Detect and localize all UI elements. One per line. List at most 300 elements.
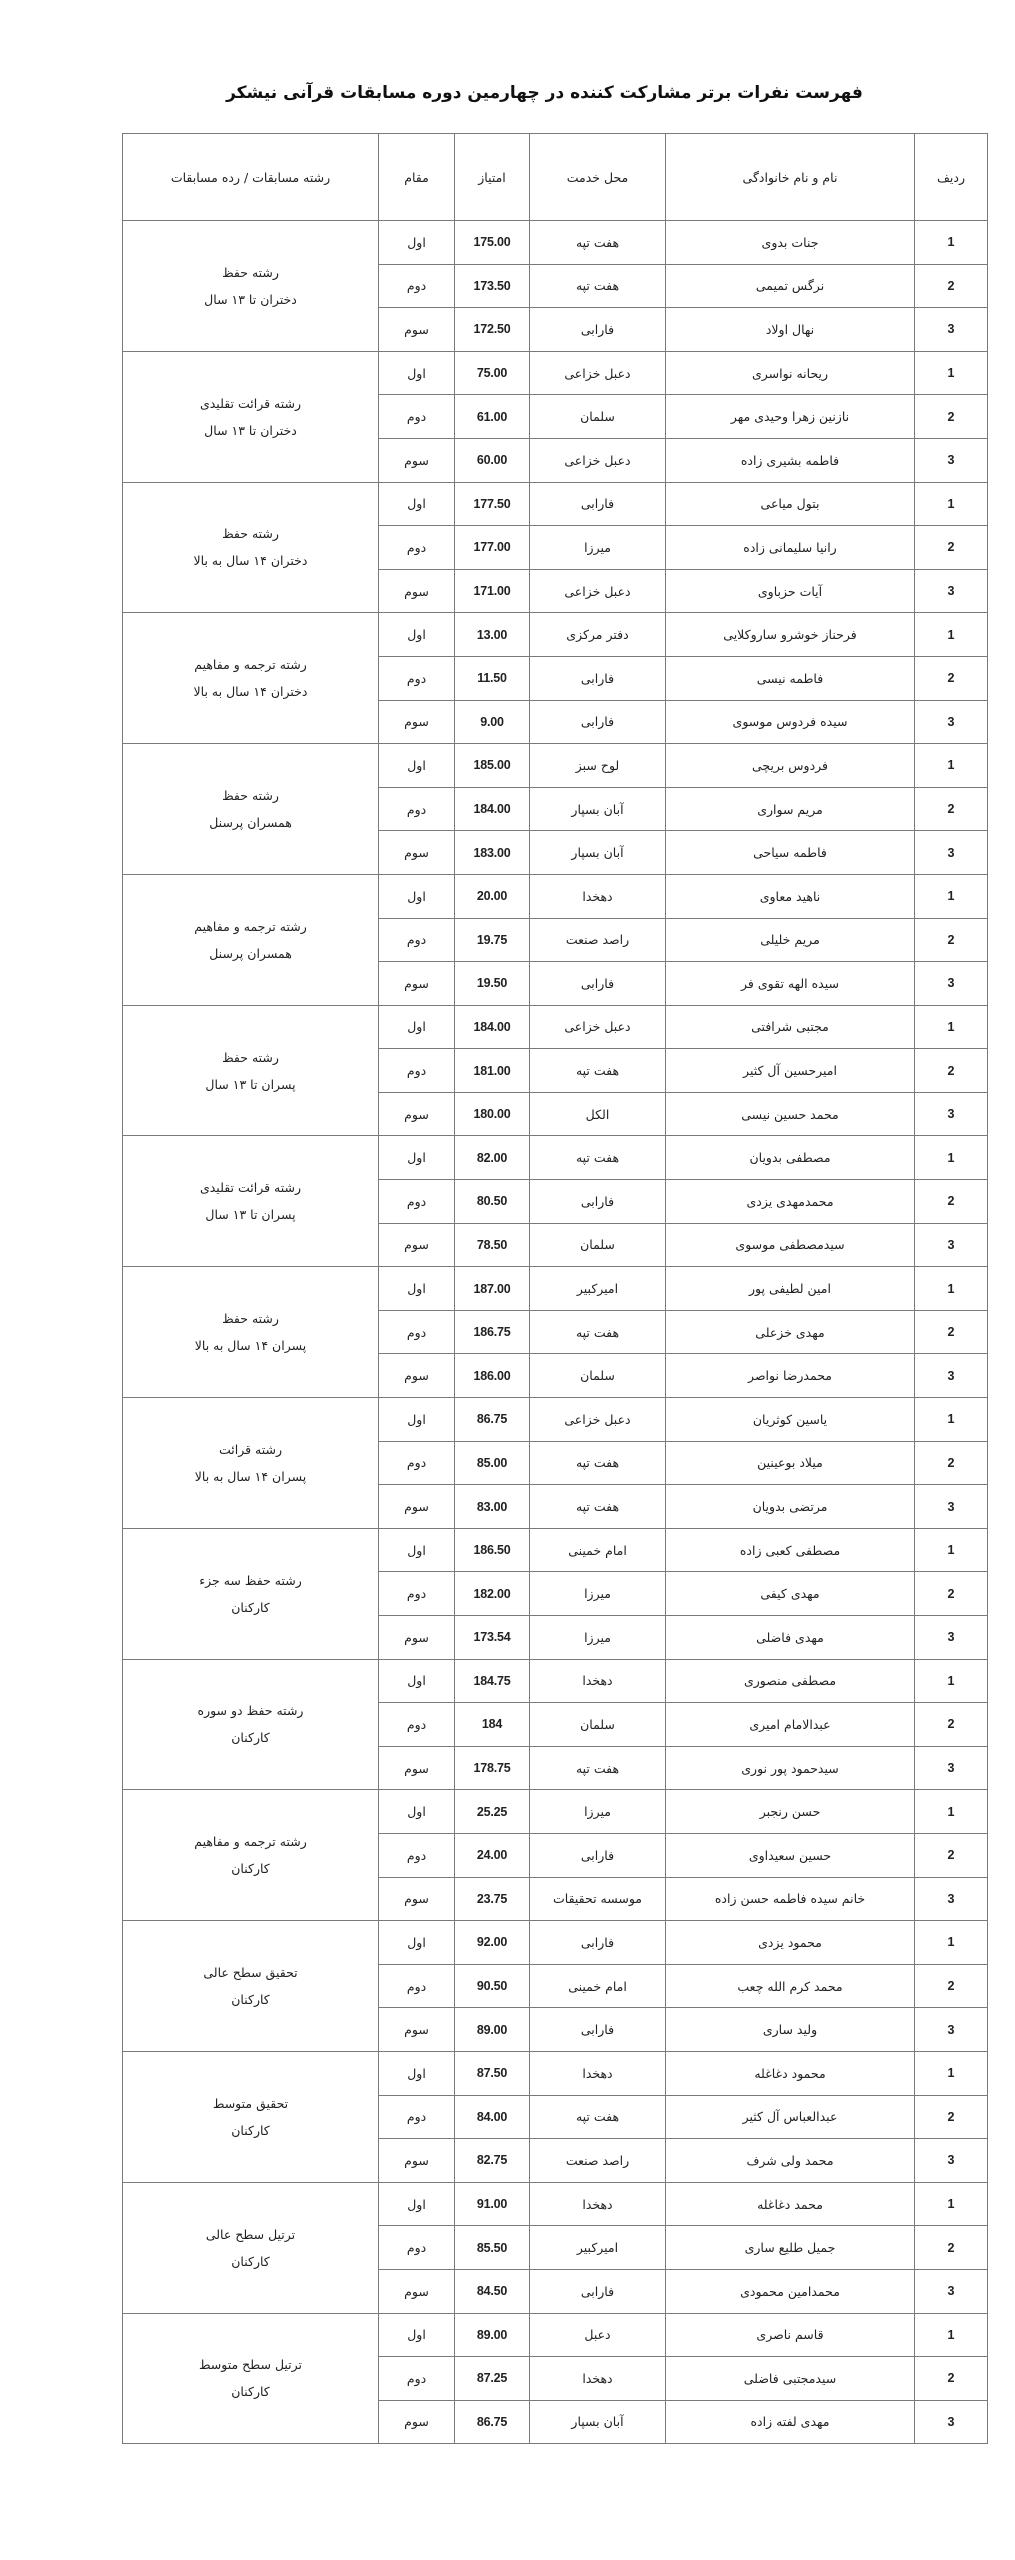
category-cell	[123, 1790, 379, 1921]
place-cell: میرزا	[530, 1790, 666, 1834]
place-cell: هفت تپه	[530, 264, 666, 308]
rank-cell: اول	[379, 1267, 455, 1311]
category-discipline: رشته ترجمه و مفاهیم	[194, 918, 307, 934]
place-cell: فارابی	[530, 2008, 666, 2052]
name-cell: نهال اولاد	[666, 308, 915, 352]
category-level: دختران تا ۱۳ سال	[204, 291, 297, 307]
rank-cell: اول	[379, 1136, 455, 1180]
score-cell: 89.00	[455, 2313, 530, 2357]
name-cell: فاطمه بشیری زاده	[666, 438, 915, 482]
rank-cell: اول	[379, 2182, 455, 2226]
row-number-cell: 3	[915, 569, 988, 613]
rank-cell: اول	[379, 2051, 455, 2095]
row-number-cell: 1	[915, 1659, 988, 1703]
row-number-cell: 2	[915, 264, 988, 308]
table-row	[123, 874, 988, 918]
category-discipline: ترتیل سطح عالی	[205, 2226, 296, 2242]
rank-cell: سوم	[379, 962, 455, 1006]
rank-cell: سوم	[379, 438, 455, 482]
row-number-cell: 1	[915, 1398, 988, 1442]
category-discipline: رشته قرائت	[218, 1441, 283, 1457]
row-number-cell: 2	[915, 1180, 988, 1224]
table-row	[123, 1790, 988, 1834]
table-row	[123, 1398, 988, 1442]
rank-cell: سوم	[379, 2139, 455, 2183]
place-cell: الکل	[530, 1092, 666, 1136]
name-cell: محمدامین محمودی	[666, 2269, 915, 2313]
score-cell: 84.00	[455, 2095, 530, 2139]
score-cell: 82.00	[455, 1136, 530, 1180]
name-cell: مرتضی بدویان	[666, 1485, 915, 1529]
score-cell: 19.50	[455, 962, 530, 1006]
score-cell: 13.00	[455, 613, 530, 657]
category-discipline: ترتیل سطح متوسط	[198, 2357, 303, 2373]
name-cell: محمدرضا نواصر	[666, 1354, 915, 1398]
category-discipline: رشته حفظ	[222, 264, 279, 280]
place-cell: آبان بسپار	[530, 787, 666, 831]
category-discipline: رشته قرائت تقلیدی	[199, 395, 302, 411]
category-level: دختران تا ۱۳ سال	[204, 422, 297, 438]
place-cell: فارابی	[530, 656, 666, 700]
row-number-cell: 3	[915, 1354, 988, 1398]
category-level: پسران ۱۴ سال به بالا	[194, 1338, 307, 1354]
name-cell: ولید ساری	[666, 2008, 915, 2052]
category-level: کارکنان	[231, 2122, 270, 2138]
row-number-cell: 1	[915, 874, 988, 918]
score-cell: 184.75	[455, 1659, 530, 1703]
table-row	[123, 1659, 988, 1703]
category-discipline: رشته ترجمه و مفاهیم	[194, 1834, 307, 1850]
score-cell: 172.50	[455, 308, 530, 352]
place-cell: راصد صنعت	[530, 2139, 666, 2183]
category-level: همسران پرسنل	[209, 815, 292, 831]
place-cell: دعبل خزاعی	[530, 351, 666, 395]
category-cell	[123, 221, 379, 352]
row-number-cell: 1	[915, 1136, 988, 1180]
table-row	[123, 1921, 988, 1965]
category-level: کارکنان	[231, 1599, 270, 1615]
rank-cell: اول	[379, 351, 455, 395]
category-cell	[123, 744, 379, 875]
score-cell: 186.00	[455, 1354, 530, 1398]
rank-cell: اول	[379, 1659, 455, 1703]
row-number-cell: 3	[915, 2400, 988, 2444]
row-number-cell: 3	[915, 438, 988, 482]
place-cell: لوح سبز	[530, 744, 666, 788]
score-cell: 184.00	[455, 787, 530, 831]
score-cell: 75.00	[455, 351, 530, 395]
rank-cell: دوم	[379, 2226, 455, 2270]
score-cell: 61.00	[455, 395, 530, 439]
name-cell: مصطفی کعبی زاده	[666, 1528, 915, 1572]
name-cell: قاسم ناصری	[666, 2313, 915, 2357]
name-cell: محمدمهدی یزدی	[666, 1180, 915, 1224]
score-cell: 11.50	[455, 656, 530, 700]
rank-cell: دوم	[379, 395, 455, 439]
row-number-cell: 2	[915, 395, 988, 439]
header-row	[123, 134, 988, 221]
row-number-cell: 1	[915, 2182, 988, 2226]
name-cell: فاطمه نیسی	[666, 656, 915, 700]
rank-cell: دوم	[379, 787, 455, 831]
category-discipline: رشته حفظ	[222, 1049, 279, 1065]
name-cell: مریم سواری	[666, 787, 915, 831]
place-cell: هفت تپه	[530, 1049, 666, 1093]
place-cell: راصد صنعت	[530, 918, 666, 962]
name-cell: جمیل طلیع ساری	[666, 2226, 915, 2270]
place-cell: دهخدا	[530, 1659, 666, 1703]
category-cell	[123, 482, 379, 613]
score-cell: 186.75	[455, 1310, 530, 1354]
category-level: کارکنان	[231, 2384, 270, 2400]
score-cell: 173.50	[455, 264, 530, 308]
place-cell: امیرکبیر	[530, 1267, 666, 1311]
name-cell: مهدی فاضلی	[666, 1616, 915, 1660]
rank-cell: سوم	[379, 2269, 455, 2313]
name-cell: خانم سیده فاطمه حسن زاده	[666, 1877, 915, 1921]
rank-cell: اول	[379, 1398, 455, 1442]
rank-cell: اول	[379, 1528, 455, 1572]
name-cell: عبدالعباس آل کثیر	[666, 2095, 915, 2139]
row-number-cell: 2	[915, 526, 988, 570]
score-cell: 25.25	[455, 1790, 530, 1834]
category-cell	[123, 1267, 379, 1398]
row-number-cell: 1	[915, 351, 988, 395]
category-cell	[123, 2182, 379, 2313]
name-cell: محمد حسین نیسی	[666, 1092, 915, 1136]
place-cell: سلمان	[530, 1223, 666, 1267]
rank-cell: سوم	[379, 1092, 455, 1136]
row-number-cell: 2	[915, 1310, 988, 1354]
rank-cell: دوم	[379, 1964, 455, 2008]
row-number-cell: 2	[915, 2095, 988, 2139]
rank-cell: سوم	[379, 831, 455, 875]
score-cell: 87.50	[455, 2051, 530, 2095]
row-number-cell: 2	[915, 1964, 988, 2008]
row-number-cell: 2	[915, 2226, 988, 2270]
rank-cell: اول	[379, 221, 455, 265]
category-level: کارکنان	[231, 2253, 270, 2269]
place-cell: میرزا	[530, 1572, 666, 1616]
score-cell: 78.50	[455, 1223, 530, 1267]
place-cell: دهخدا	[530, 2182, 666, 2226]
category-level: همسران پرسنل	[209, 945, 292, 961]
category-level: پسران ۱۴ سال به بالا	[194, 1468, 307, 1484]
place-cell: آبان بسپار	[530, 831, 666, 875]
name-cell: مهدی خزعلی	[666, 1310, 915, 1354]
rank-cell: اول	[379, 1005, 455, 1049]
score-cell: 60.00	[455, 438, 530, 482]
header-category: رشته مسابقات / رده مسابقات	[123, 134, 379, 221]
name-cell: جنات بدوی	[666, 221, 915, 265]
score-cell: 85.50	[455, 2226, 530, 2270]
name-cell: فردوس بریچی	[666, 744, 915, 788]
category-discipline: رشته حفظ	[222, 1311, 279, 1327]
place-cell: امام خمینی	[530, 1964, 666, 2008]
score-cell: 187.00	[455, 1267, 530, 1311]
row-number-cell: 1	[915, 482, 988, 526]
place-cell: فارابی	[530, 1921, 666, 1965]
score-cell: 89.00	[455, 2008, 530, 2052]
rank-cell: سوم	[379, 1485, 455, 1529]
rank-cell: اول	[379, 2313, 455, 2357]
category-discipline: رشته حفظ دو سوره	[197, 1703, 304, 1719]
row-number-cell: 3	[915, 1092, 988, 1136]
rank-cell: دوم	[379, 2095, 455, 2139]
row-number-cell: 1	[915, 1005, 988, 1049]
row-number-cell: 3	[915, 700, 988, 744]
row-number-cell: 1	[915, 613, 988, 657]
rank-cell: اول	[379, 613, 455, 657]
name-cell: عبدالامام امیری	[666, 1703, 915, 1747]
place-cell: هفت تپه	[530, 1485, 666, 1529]
category-level: کارکنان	[231, 1992, 270, 2008]
header-name: نام و نام خانوادگی	[666, 134, 915, 221]
name-cell: مهدی لفته زاده	[666, 2400, 915, 2444]
rank-cell: دوم	[379, 1049, 455, 1093]
score-cell: 9.00	[455, 700, 530, 744]
place-cell: فارابی	[530, 1833, 666, 1877]
score-cell: 181.00	[455, 1049, 530, 1093]
place-cell: میرزا	[530, 526, 666, 570]
name-cell: بتول میاعی	[666, 482, 915, 526]
name-cell: میلاد بوعینین	[666, 1441, 915, 1485]
table-row	[123, 2313, 988, 2357]
rank-cell: سوم	[379, 1616, 455, 1660]
rank-cell: اول	[379, 482, 455, 526]
score-cell: 83.00	[455, 1485, 530, 1529]
table-row	[123, 221, 988, 265]
name-cell: محمود دغاغله	[666, 2051, 915, 2095]
category-discipline: رشته ترجمه و مفاهیم	[194, 657, 307, 673]
score-cell: 23.75	[455, 1877, 530, 1921]
name-cell: سیدحمود پور نوری	[666, 1746, 915, 1790]
score-cell: 173.54	[455, 1616, 530, 1660]
name-cell: سیده الهه تقوی فر	[666, 962, 915, 1006]
name-cell: حسن رنجبر	[666, 1790, 915, 1834]
name-cell: سیدمجتبی فاضلی	[666, 2357, 915, 2401]
row-number-cell: 2	[915, 656, 988, 700]
score-cell: 180.00	[455, 1092, 530, 1136]
table-row	[123, 482, 988, 526]
name-cell: امین لطیفی پور	[666, 1267, 915, 1311]
score-cell: 186.50	[455, 1528, 530, 1572]
row-number-cell: 2	[915, 1441, 988, 1485]
row-number-cell: 2	[915, 2357, 988, 2401]
score-cell: 19.75	[455, 918, 530, 962]
name-cell: یاسین کوثریان	[666, 1398, 915, 1442]
place-cell: هفت تپه	[530, 1310, 666, 1354]
category-level: دختران ۱۴ سال به بالا	[193, 553, 308, 569]
row-number-cell: 1	[915, 1921, 988, 1965]
place-cell: دعبل خزاعی	[530, 569, 666, 613]
category-level: کارکنان	[231, 1861, 270, 1877]
category-discipline: رشته حفظ	[222, 526, 279, 542]
table-row	[123, 613, 988, 657]
category-discipline: تحقیق متوسط	[212, 2095, 289, 2111]
row-number-cell: 3	[915, 831, 988, 875]
category-level: پسران تا ۱۳ سال	[205, 1207, 296, 1223]
score-cell: 184	[455, 1703, 530, 1747]
place-cell: هفت تپه	[530, 1441, 666, 1485]
place-cell: سلمان	[530, 1703, 666, 1747]
place-cell: هفت تپه	[530, 221, 666, 265]
rank-cell: سوم	[379, 1354, 455, 1398]
score-cell: 182.00	[455, 1572, 530, 1616]
place-cell: فارابی	[530, 482, 666, 526]
table-row	[123, 2182, 988, 2226]
place-cell: فارابی	[530, 2269, 666, 2313]
score-cell: 92.00	[455, 1921, 530, 1965]
row-number-cell: 3	[915, 1485, 988, 1529]
category-cell	[123, 1528, 379, 1659]
header-place: محل خدمت	[530, 134, 666, 221]
rank-cell: دوم	[379, 526, 455, 570]
place-cell: سلمان	[530, 1354, 666, 1398]
score-cell: 86.75	[455, 2400, 530, 2444]
rank-cell: اول	[379, 1790, 455, 1834]
place-cell: هفت تپه	[530, 1136, 666, 1180]
row-number-cell: 2	[915, 787, 988, 831]
score-cell: 84.50	[455, 2269, 530, 2313]
row-number-cell: 1	[915, 1267, 988, 1311]
rank-cell: دوم	[379, 656, 455, 700]
name-cell: ریحانه نواسری	[666, 351, 915, 395]
rank-cell: سوم	[379, 1877, 455, 1921]
row-number-cell: 3	[915, 1223, 988, 1267]
rank-cell: دوم	[379, 264, 455, 308]
name-cell: محمد کرم الله چعب	[666, 1964, 915, 2008]
document-title	[122, 78, 987, 108]
row-number-cell: 3	[915, 2008, 988, 2052]
place-cell: موسسه تحقیقات	[530, 1877, 666, 1921]
row-number-cell: 3	[915, 1746, 988, 1790]
table-row	[123, 1267, 988, 1311]
category-discipline: رشته قرائت تقلیدی	[199, 1180, 302, 1196]
score-cell: 175.00	[455, 221, 530, 265]
score-cell: 184.00	[455, 1005, 530, 1049]
place-cell: امیرکبیر	[530, 2226, 666, 2270]
rank-cell: اول	[379, 744, 455, 788]
place-cell: فارابی	[530, 308, 666, 352]
place-cell: دعبل	[530, 2313, 666, 2357]
score-cell: 24.00	[455, 1833, 530, 1877]
table-row	[123, 1005, 988, 1049]
score-cell: 82.75	[455, 2139, 530, 2183]
category-discipline: رشته حفظ	[222, 788, 279, 804]
row-number-cell: 1	[915, 2313, 988, 2357]
place-cell: هفت تپه	[530, 2095, 666, 2139]
category-level: دختران ۱۴ سال به بالا	[193, 684, 308, 700]
category-cell	[123, 1921, 379, 2052]
row-number-cell: 3	[915, 308, 988, 352]
score-cell: 87.25	[455, 2357, 530, 2401]
name-cell: رانیا سلیمانی زاده	[666, 526, 915, 570]
place-cell: دعبل خزاعی	[530, 1005, 666, 1049]
rank-cell: دوم	[379, 1441, 455, 1485]
place-cell: دعبل خزاعی	[530, 438, 666, 482]
score-cell: 178.75	[455, 1746, 530, 1790]
name-cell: سیده فردوس موسوی	[666, 700, 915, 744]
document-title-text: فهرست نفرات برتر مشارکت کننده در چهارمین دوره مسابقات قرآنی نیشکر	[226, 83, 863, 103]
score-cell: 171.00	[455, 569, 530, 613]
category-cell	[123, 1005, 379, 1136]
place-cell: میرزا	[530, 1616, 666, 1660]
row-number-cell: 2	[915, 918, 988, 962]
rank-cell: سوم	[379, 2008, 455, 2052]
name-cell: نازنین زهرا وحیدی مهر	[666, 395, 915, 439]
place-cell: سلمان	[530, 395, 666, 439]
place-cell: هفت تپه	[530, 1746, 666, 1790]
header-row-number: ردیف	[915, 134, 988, 221]
name-cell: فرحناز خوشرو ساروکلایی	[666, 613, 915, 657]
category-level: پسران تا ۱۳ سال	[205, 1076, 296, 1092]
rank-cell: سوم	[379, 569, 455, 613]
name-cell: ناهید معاوی	[666, 874, 915, 918]
row-number-cell: 3	[915, 1616, 988, 1660]
name-cell: آیات حزباوی	[666, 569, 915, 613]
row-number-cell: 3	[915, 962, 988, 1006]
rank-cell: دوم	[379, 1180, 455, 1224]
name-cell: مریم خلیلی	[666, 918, 915, 962]
table-row	[123, 1528, 988, 1572]
row-number-cell: 1	[915, 744, 988, 788]
name-cell: حسین سعیداوی	[666, 1833, 915, 1877]
rank-cell: سوم	[379, 308, 455, 352]
category-discipline: رشته حفظ سه جزء	[199, 1572, 302, 1588]
name-cell: مصطفی منصوری	[666, 1659, 915, 1703]
name-cell: محمود یزدی	[666, 1921, 915, 1965]
name-cell: فاطمه سیاحی	[666, 831, 915, 875]
rank-cell: دوم	[379, 2357, 455, 2401]
category-cell	[123, 351, 379, 482]
category-cell	[123, 1398, 379, 1529]
rank-cell: دوم	[379, 1703, 455, 1747]
header-rank: مقام	[379, 134, 455, 221]
table-row	[123, 1136, 988, 1180]
score-cell: 91.00	[455, 2182, 530, 2226]
score-cell: 90.50	[455, 1964, 530, 2008]
row-number-cell: 3	[915, 2269, 988, 2313]
results-body	[123, 221, 988, 2444]
category-cell	[123, 2051, 379, 2182]
name-cell: مجتبی شرافتی	[666, 1005, 915, 1049]
category-cell	[123, 1659, 379, 1790]
place-cell: فارابی	[530, 700, 666, 744]
rank-cell: دوم	[379, 918, 455, 962]
score-cell: 86.75	[455, 1398, 530, 1442]
name-cell: محمد دغاغله	[666, 2182, 915, 2226]
header-score: امتیاز	[455, 134, 530, 221]
name-cell: نرگس تمیمی	[666, 264, 915, 308]
score-cell: 85.00	[455, 1441, 530, 1485]
rank-cell: سوم	[379, 2400, 455, 2444]
score-cell: 185.00	[455, 744, 530, 788]
name-cell: سیدمصطفی موسوی	[666, 1223, 915, 1267]
row-number-cell: 2	[915, 1049, 988, 1093]
name-cell: مصطفی بدویان	[666, 1136, 915, 1180]
rank-cell: سوم	[379, 700, 455, 744]
rank-cell: اول	[379, 1921, 455, 1965]
rank-cell: سوم	[379, 1746, 455, 1790]
row-number-cell: 1	[915, 2051, 988, 2095]
results-table	[122, 133, 988, 2444]
score-cell: 80.50	[455, 1180, 530, 1224]
row-number-cell: 2	[915, 1703, 988, 1747]
category-cell	[123, 1136, 379, 1267]
row-number-cell: 1	[915, 221, 988, 265]
place-cell: فارابی	[530, 962, 666, 1006]
